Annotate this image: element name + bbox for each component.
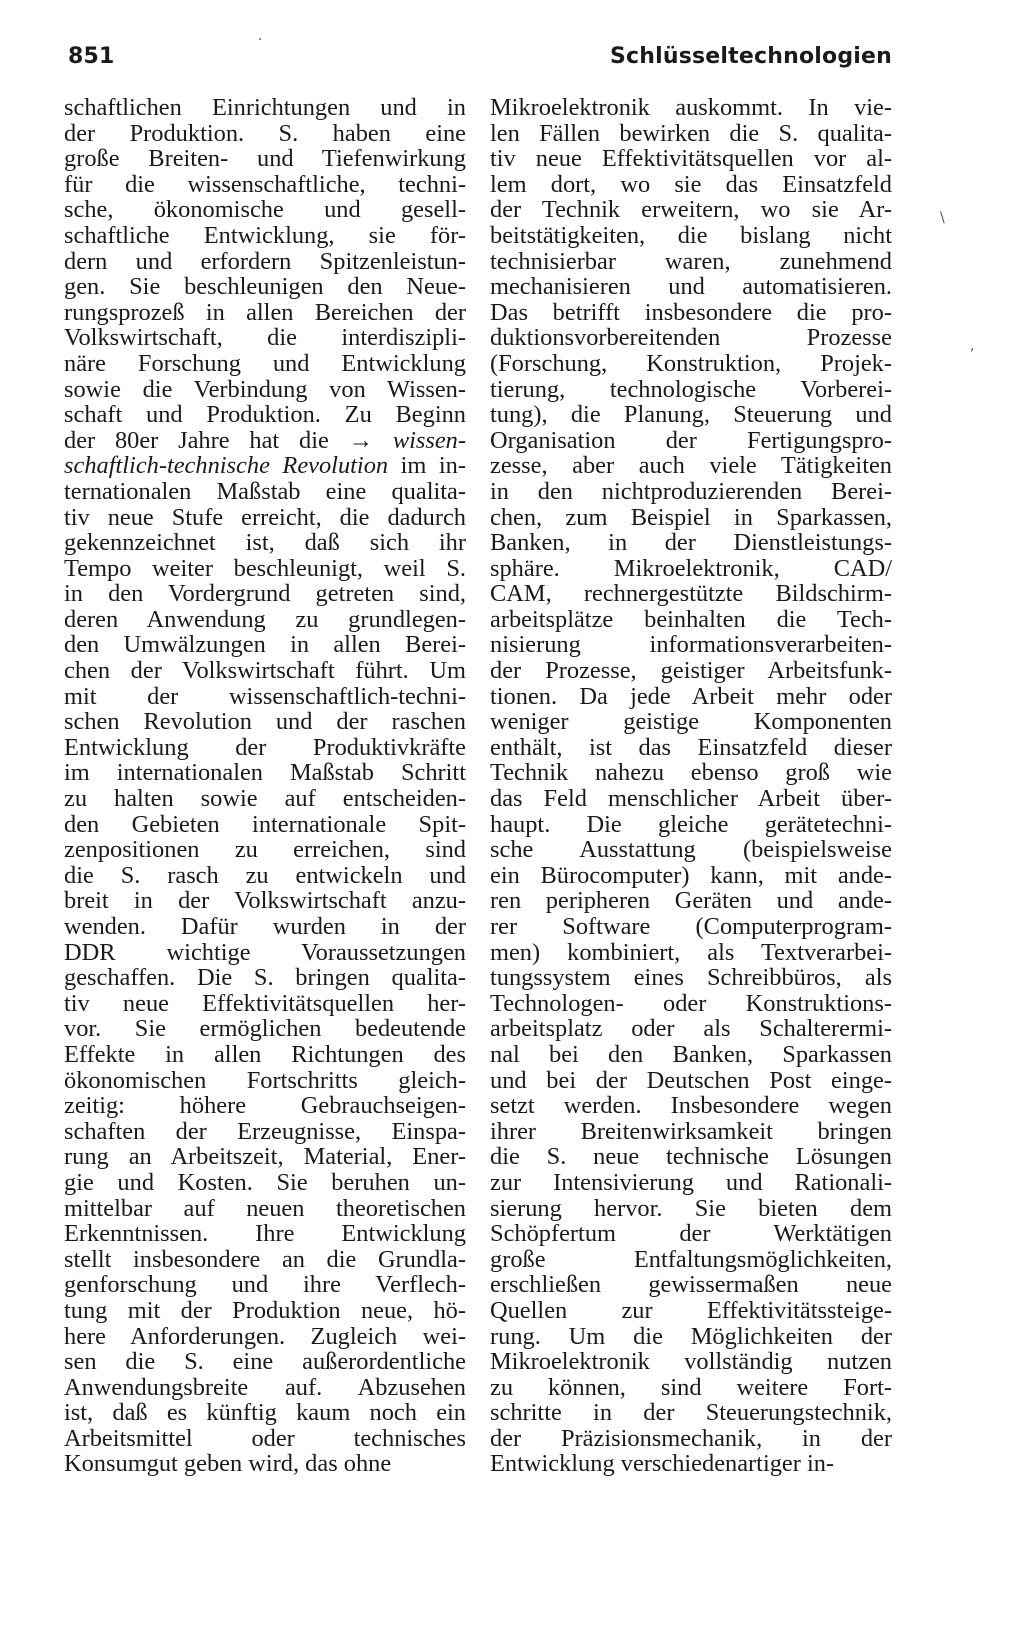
text-line: Technologen- oder Konstruktions- bbox=[490, 989, 892, 1017]
text-line: geschaffen. Die S. bringen qualita- bbox=[64, 964, 466, 992]
text-line: Erkenntnissen. Ihre Entwicklung bbox=[64, 1220, 466, 1248]
text-line: zu können, sind weitere Fort- bbox=[490, 1373, 892, 1401]
text-line: vor. Sie ermöglichen bedeutende bbox=[64, 1015, 466, 1043]
text-line: (Forschung, Konstruktion, Projek- bbox=[490, 349, 892, 377]
text-line: der Produktion. S. haben eine bbox=[64, 119, 466, 147]
text-line: tionen. Da jede Arbeit mehr oder bbox=[490, 682, 892, 710]
text-line: Quellen zur Effektivitätssteige- bbox=[490, 1296, 892, 1324]
text-line: das Feld menschlicher Arbeit über- bbox=[490, 785, 892, 813]
text-line: Banken, in der Dienstleistungs- bbox=[490, 529, 892, 557]
scan-speck: . bbox=[258, 28, 263, 44]
text-line: sche, ökonomische und gesell- bbox=[64, 196, 466, 224]
text-line: nal bei den Banken, Sparkassen bbox=[490, 1040, 892, 1068]
text-line: genforschung und ihre Verflech- bbox=[64, 1271, 466, 1299]
text-line: rung. Um die Möglichkeiten der bbox=[490, 1322, 892, 1350]
text-line: schaftlichen Einrichtungen und in bbox=[64, 94, 466, 121]
text-line: Schöpfertum der Werktätigen bbox=[490, 1220, 892, 1248]
text-line: mittelbar auf neuen theoretischen bbox=[64, 1194, 466, 1222]
text-line: ist, daß es künftig kaum noch ein bbox=[64, 1399, 466, 1427]
text-line: gie und Kosten. Sie beruhen un- bbox=[64, 1168, 466, 1196]
text-line: gen. Sie beschleunigen den Neue- bbox=[64, 273, 466, 301]
text-line: Anwendungsbreite auf. Abzusehen bbox=[64, 1373, 466, 1401]
text-line: in den Vordergrund getreten sind, bbox=[64, 580, 466, 608]
page-header bbox=[68, 44, 892, 80]
text-line: tung), die Planung, Steuerung und bbox=[490, 401, 892, 429]
text-line: Tempo weiter beschleunigt, weil S. bbox=[64, 554, 466, 582]
text-line: wenden. Dafür wurden in der bbox=[64, 913, 466, 940]
text-line: schaften der Erzeugnisse, Einspa- bbox=[64, 1117, 466, 1145]
text-line: den Umwälzungen in allen Berei- bbox=[64, 631, 466, 659]
text-line: tierung, technologische Vorberei- bbox=[490, 375, 892, 403]
text-line: für die wissenschaftliche, techni- bbox=[64, 170, 466, 198]
text-line: der Prozesse, geistiger Arbeitsfunk- bbox=[490, 657, 892, 685]
text-line: zur Intensivierung und Rationali- bbox=[490, 1168, 892, 1196]
text-line: rung an Arbeitszeit, Material, Ener- bbox=[64, 1143, 466, 1171]
cross-reference-term: wissen- bbox=[392, 426, 466, 454]
text-line: schritte in der Steuerungstechnik, bbox=[490, 1399, 892, 1427]
text-line: deren Anwendung zu grundlegen- bbox=[64, 605, 466, 633]
text-line: Effekte in allen Richtungen des bbox=[64, 1040, 466, 1068]
text-line: mechanisieren und automatisieren. bbox=[490, 273, 892, 301]
text-line: len Fällen bewirken die S. qualita- bbox=[490, 119, 892, 147]
text-line: ein Bürocomputer) kann, mit ande- bbox=[490, 861, 892, 889]
running-title: Schlüsseltechnologien bbox=[609, 44, 892, 69]
text-line: große Entfaltungsmöglichkeiten, bbox=[490, 1245, 892, 1273]
text-line: im internationalen Maßstab Schritt bbox=[64, 759, 466, 787]
text-line: tungssystem eines Schreibbüros, als bbox=[490, 964, 892, 992]
text-line: here Anforderungen. Zugleich wei- bbox=[64, 1322, 466, 1350]
text-line: den Gebieten internationale Spit- bbox=[64, 810, 466, 838]
text-line: rungsprozeß in allen Bereichen der bbox=[64, 298, 466, 326]
text-line: chen, zum Beispiel in Sparkassen, bbox=[490, 503, 892, 531]
text-line: Entwicklung verschiedenartiger in- bbox=[490, 1450, 835, 1478]
text-line: technisierbar waren, zunehmend bbox=[490, 247, 892, 275]
text-line: mit der wissenschaftlich-techni- bbox=[64, 682, 466, 710]
text-line: und bei der Deutschen Post einge- bbox=[490, 1066, 892, 1094]
text-line: sen die S. eine außerordentliche bbox=[64, 1348, 466, 1376]
text-line-with-reference bbox=[64, 428, 466, 454]
text-line: zenpositionen zu erreichen, sind bbox=[64, 836, 466, 864]
text-line: gekennzeichnet ist, daß sich ihr bbox=[64, 529, 466, 557]
text-line: sche Ausstattung (beispielsweise bbox=[490, 836, 892, 864]
text-line: duktionsvorbereitenden Prozesse bbox=[490, 324, 892, 352]
text-line: Mikroelektronik auskommt. In vie- bbox=[490, 94, 892, 121]
text-line: rer Software (Computerprogram- bbox=[490, 913, 892, 940]
text-line-with-reference bbox=[64, 453, 466, 479]
text-line: schaft und Produktion. Zu Beginn bbox=[64, 401, 466, 429]
text-line: stellt insbesondere an die Grundla- bbox=[64, 1245, 466, 1273]
text-line: der Präzisionsmechanik, in der bbox=[490, 1424, 892, 1452]
text-line: zesse, aber auch viele Tätigkeiten bbox=[490, 452, 892, 480]
text-line: ren peripheren Geräten und ande- bbox=[490, 887, 892, 915]
text-line: nisierung informationsverarbeiten- bbox=[490, 631, 892, 659]
text-line: ökonomischen Fortschritts gleich- bbox=[64, 1066, 466, 1094]
text-line: Das betrifft insbesondere die pro- bbox=[490, 298, 892, 326]
text-line: ternationalen Maßstab eine qualita- bbox=[64, 477, 466, 505]
text-line: näre Forschung und Entwicklung bbox=[64, 349, 466, 377]
text-line: Organisation der Fertigungspro- bbox=[490, 426, 892, 454]
text-line: breit in der Volkswirtschaft anzu- bbox=[64, 887, 466, 915]
text-line: sierung hervor. Sie bieten dem bbox=[490, 1194, 892, 1222]
text-line: Technik nahezu ebenso groß wie bbox=[490, 759, 892, 787]
text-line: DDR wichtige Voraussetzungen bbox=[64, 938, 466, 966]
text-line: setzt werden. Insbesondere wegen bbox=[490, 1092, 892, 1120]
text-line: Arbeitsmittel oder technisches bbox=[64, 1424, 466, 1452]
line-text: im in- bbox=[388, 452, 466, 480]
text-line: zeitig: höhere Gebrauchseigen- bbox=[64, 1092, 466, 1120]
text-line: in den nichtproduzierenden Berei- bbox=[490, 477, 892, 505]
text-line: arbeitsplätze beinhalten die Tech- bbox=[490, 605, 892, 633]
text-line: tiv neue Effektivitätsquellen her- bbox=[64, 989, 466, 1017]
text-line: ihrer Breitenwirksamkeit bringen bbox=[490, 1117, 892, 1145]
text-line: weniger geistige Komponenten bbox=[490, 708, 892, 736]
text-line: dern und erfordern Spitzenleistun- bbox=[64, 247, 466, 275]
text-line: erschließen gewissermaßen neue bbox=[490, 1271, 892, 1299]
text-line: der Technik erweitern, wo sie Ar- bbox=[490, 196, 892, 224]
text-line: CAM, rechnergestützte Bildschirm- bbox=[490, 580, 892, 608]
right-text-column bbox=[490, 95, 892, 1477]
text-line: Volkswirtschaft, die interdiszipli- bbox=[64, 324, 466, 352]
text-line: zu halten sowie auf entscheiden- bbox=[64, 785, 466, 813]
text-line: lem dort, wo sie das Einsatzfeld bbox=[490, 170, 892, 198]
text-line: arbeitsplatz oder als Schalterermi- bbox=[490, 1015, 892, 1043]
text-line: tung mit der Produktion neue, hö- bbox=[64, 1296, 466, 1324]
text-line: tiv neue Effektivitätsquellen vor al- bbox=[490, 145, 892, 173]
text-line: die S. rasch zu entwickeln und bbox=[64, 861, 466, 889]
text-line: die S. neue technische Lösungen bbox=[490, 1143, 892, 1171]
line-text: der 80er Jahre hat die → bbox=[64, 426, 393, 454]
scan-speck: , bbox=[970, 338, 975, 354]
text-line: tiv neue Stufe erreicht, die dadurch bbox=[64, 503, 466, 531]
left-text-column bbox=[64, 95, 466, 1477]
text-line: chen der Volkswirtschaft führt. Um bbox=[64, 657, 466, 685]
cross-reference-term: schaftlich-technische Revolution bbox=[64, 452, 389, 480]
scan-speck: \ bbox=[940, 210, 945, 226]
text-line: Entwicklung der Produktivkräfte bbox=[64, 733, 466, 761]
text-line: schaftliche Entwicklung, sie för- bbox=[64, 221, 466, 249]
page-number: 851 bbox=[68, 44, 115, 69]
text-line: enthält, ist das Einsatzfeld dieser bbox=[490, 733, 892, 761]
text-line: haupt. Die gleiche gerätetechni- bbox=[490, 810, 892, 838]
text-line: schen Revolution und der raschen bbox=[64, 708, 466, 736]
text-line: Mikroelektronik vollständig nutzen bbox=[490, 1348, 892, 1376]
text-line: men) kombiniert, als Textverarbei- bbox=[490, 938, 892, 966]
text-line: sphäre. Mikroelektronik, CAD/ bbox=[490, 554, 892, 582]
text-line: beitstätigkeiten, die bislang nicht bbox=[490, 221, 892, 249]
text-line: große Breiten- und Tiefenwirkung bbox=[64, 145, 466, 173]
text-line: Konsumgut geben wird, das ohne bbox=[64, 1450, 392, 1478]
text-line: sowie die Verbindung von Wissen- bbox=[64, 375, 466, 403]
